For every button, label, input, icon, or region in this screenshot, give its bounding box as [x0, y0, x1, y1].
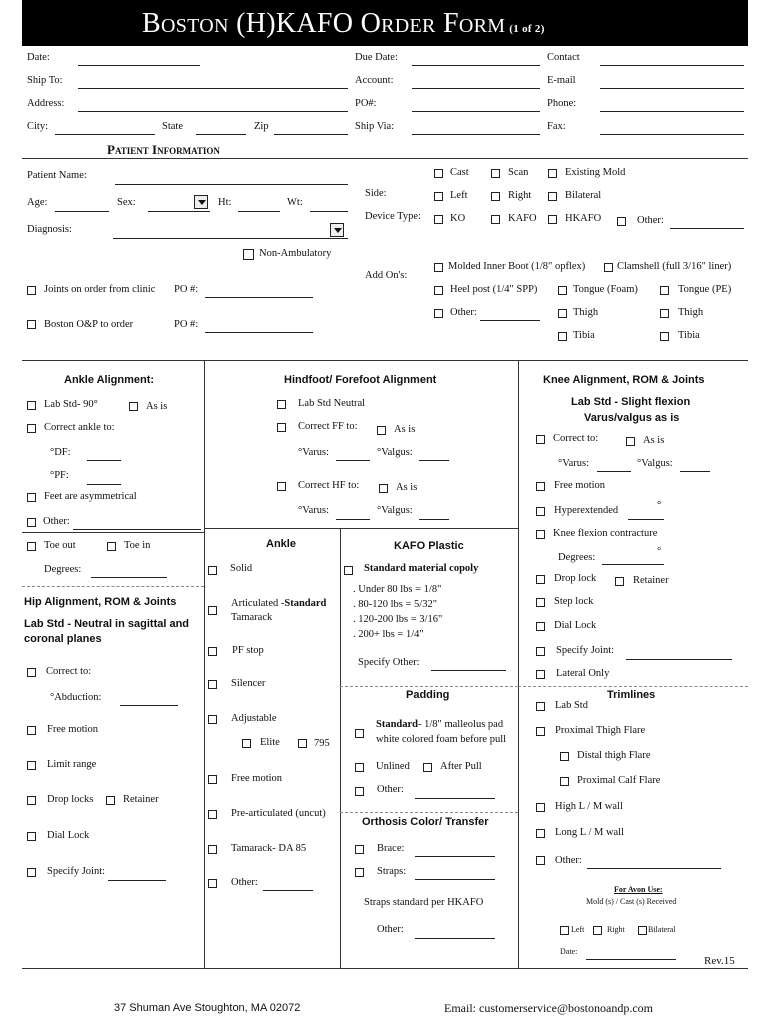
knee-as-is-label: As is	[643, 435, 665, 446]
kafo-item-4: . 200+ lbs = 1/4"	[353, 629, 424, 640]
patient-name-label: Patient Name:	[27, 170, 87, 181]
correct-hf-checkbox[interactable]	[277, 482, 286, 491]
after-pull-label: After Pull	[440, 761, 482, 772]
silencer-label: Silencer	[231, 678, 266, 689]
addon-other-checkbox[interactable]	[434, 309, 443, 318]
joints-clinic-label: Joints on order from clinic	[44, 284, 156, 295]
po2-field[interactable]	[205, 332, 313, 333]
ankle-joint-other-label: Other:	[231, 877, 258, 888]
hf-valgus-label: °Valgus:	[377, 505, 413, 516]
pf-field[interactable]	[87, 484, 121, 485]
color-other-field[interactable]	[415, 938, 495, 939]
hip-dial-lock-checkbox[interactable]	[27, 832, 36, 841]
straps-label: Straps:	[377, 866, 407, 877]
age-label: Age:	[27, 197, 48, 208]
ship-to-label: Ship To:	[27, 75, 63, 86]
knee-valgus-label: °Valgus:	[637, 458, 673, 469]
hyperextended-label: Hyperextended	[554, 505, 619, 516]
hindfoot-heading: Hindfoot/ Forefoot Alignment	[284, 374, 437, 386]
joints-clinic-checkbox[interactable]	[27, 286, 36, 295]
color-heading: Orthosis Color/ Transfer	[362, 816, 489, 828]
thigh2-checkbox[interactable]	[660, 309, 669, 318]
sex-dropdown[interactable]	[194, 195, 208, 209]
hf-as-is-checkbox[interactable]	[379, 484, 388, 493]
ankle-free-motion-label: Free motion	[231, 773, 283, 784]
ht-label: Ht:	[218, 197, 232, 208]
kafo-label: KAFO	[508, 213, 537, 224]
ko-checkbox[interactable]	[434, 215, 443, 224]
brace-field[interactable]	[415, 856, 495, 857]
cast-checkbox[interactable]	[434, 169, 443, 178]
avon-date-label: Date:	[560, 947, 578, 956]
hip-retainer-checkbox[interactable]	[106, 796, 115, 805]
pf-stop-label: PF stop	[232, 645, 264, 656]
ht-field[interactable]	[238, 211, 280, 212]
footer-email: Email: customerservice@bostonoandp.com	[444, 1001, 653, 1015]
padding-other-checkbox[interactable]	[355, 787, 364, 796]
state-label: State	[162, 121, 183, 132]
proximal-calf-label: Proximal Calf Flare	[577, 775, 661, 786]
addon-other-label: Other:	[450, 307, 477, 318]
hyperextended-field[interactable]	[628, 519, 664, 520]
po1-label: PO #:	[174, 284, 199, 295]
molded-boot-label: Molded Inner Boot (1/8" opflex)	[448, 261, 586, 272]
hip-drop-locks-checkbox[interactable]	[27, 796, 36, 805]
avon-left-label: Left	[571, 925, 585, 934]
proximal-thigh-label: Proximal Thigh Flare	[555, 725, 646, 736]
device-type-label: Device Type:	[365, 211, 421, 222]
kafo-item-2: . 80-120 lbs = 5/32"	[353, 599, 437, 610]
knee-retainer-checkbox[interactable]	[615, 577, 624, 586]
non-ambulatory-label: Non-Ambulatory	[259, 248, 332, 259]
hip-lab-std-2: coronal planes	[24, 633, 102, 645]
ankle-lab-std-label: Lab Std- 90°	[44, 399, 98, 410]
account-field[interactable]	[412, 88, 540, 89]
specify-other-field[interactable]	[431, 670, 506, 671]
wt-field[interactable]	[310, 211, 348, 212]
padding-heading: Padding	[406, 689, 450, 701]
molded-boot-checkbox[interactable]	[434, 263, 443, 272]
avon-heading: For Avon Use:	[614, 885, 663, 894]
divider	[22, 532, 204, 533]
ankle-alignment-heading: Ankle Alignment:	[64, 374, 155, 386]
ankle-other-field[interactable]	[73, 529, 201, 530]
column-divider	[518, 360, 519, 968]
flexion-contracture-checkbox[interactable]	[536, 530, 545, 539]
boston-order-checkbox[interactable]	[27, 320, 36, 329]
address-field[interactable]	[78, 111, 348, 112]
toe-in-checkbox[interactable]	[107, 542, 116, 551]
zip-label: Zip	[254, 121, 269, 132]
side-label: Side:	[365, 188, 387, 199]
knee-retainer-label: Retainer	[633, 575, 669, 586]
tamarack-da-label: Tamarack- DA 85	[231, 843, 307, 854]
bilateral-checkbox[interactable]	[548, 192, 557, 201]
left-checkbox[interactable]	[434, 192, 443, 201]
unlined-label: Unlined	[376, 761, 410, 772]
hip-correct-label: Correct to:	[46, 666, 92, 677]
wt-label: Wt:	[287, 197, 303, 208]
contact-label: Contact	[547, 52, 580, 63]
ankle-other-checkbox[interactable]	[27, 518, 36, 527]
correct-hf-label: Correct HF to:	[298, 480, 360, 491]
footer-address: 37 Shuman Ave Stoughton, MA 02072	[114, 1002, 301, 1014]
brace-label: Brace:	[377, 843, 405, 854]
kafo-plastic-heading: KAFO Plastic	[394, 540, 464, 552]
hip-heading: Hip Alignment, ROM & Joints	[24, 596, 177, 608]
patient-info-heading: Patient Information	[107, 142, 220, 157]
address-label: Address:	[27, 98, 65, 109]
correct-ff-checkbox[interactable]	[277, 423, 286, 432]
correct-ankle-checkbox[interactable]	[27, 424, 36, 433]
high-wall-checkbox[interactable]	[536, 803, 545, 812]
hip-retainer-label: Retainer	[123, 794, 159, 805]
po1-field[interactable]	[205, 297, 313, 298]
padding-standard-label: Standard- 1/8" malleolus pad	[376, 719, 504, 730]
hf-varus-label: °Varus:	[298, 505, 330, 516]
toe-degrees-label: Degrees:	[44, 564, 82, 575]
feet-asym-label: Feet are asymmetrical	[44, 491, 137, 502]
divider	[22, 158, 748, 159]
795-checkbox[interactable]	[298, 739, 307, 748]
articulated-standard: Standard	[284, 598, 327, 609]
dashed-divider	[22, 586, 204, 587]
brace-checkbox[interactable]	[355, 845, 364, 854]
straps-standard-label: Straps standard per HKAFO	[364, 897, 484, 908]
pf-stop-checkbox[interactable]	[208, 647, 217, 656]
knee-specify-joint-field[interactable]	[626, 659, 732, 660]
non-ambulatory-checkbox[interactable]	[243, 249, 254, 260]
color-other-label: Other:	[377, 924, 404, 935]
adjustable-checkbox[interactable]	[208, 715, 217, 724]
correct-ankle-label: Correct ankle to:	[44, 422, 115, 433]
limit-range-checkbox[interactable]	[27, 761, 36, 770]
sex-field[interactable]	[148, 211, 210, 212]
hip-free-motion-label: Free motion	[47, 724, 99, 735]
df-field[interactable]	[87, 460, 121, 461]
abduction-label: °Abduction:	[50, 692, 102, 703]
avon-bilateral-checkbox[interactable]	[638, 926, 647, 935]
device-other-label: Other:	[637, 215, 664, 226]
toe-degrees-field[interactable]	[91, 577, 167, 578]
existing-mold-label: Existing Mold	[565, 167, 626, 178]
pf-label: °PF:	[50, 470, 69, 481]
clamshell-checkbox[interactable]	[604, 263, 613, 272]
po-label: PO#:	[355, 98, 377, 109]
ship-via-field[interactable]	[412, 134, 540, 135]
kafo-checkbox[interactable]	[491, 215, 500, 224]
high-wall-label: High L / M wall	[555, 801, 623, 812]
articulated-checkbox[interactable]	[208, 606, 217, 615]
padding-standard-line2: white colored foam before pull	[376, 734, 507, 745]
scan-label: Scan	[508, 167, 529, 178]
knee-heading: Knee Alignment, ROM & Joints	[543, 374, 705, 386]
knee-free-motion-checkbox[interactable]	[536, 482, 545, 491]
hyperextended-checkbox[interactable]	[536, 507, 545, 516]
knee-dial-lock-label: Dial Lock	[554, 620, 597, 631]
boston-order-label: Boston O&P to order	[44, 319, 134, 330]
avon-date-field[interactable]	[586, 959, 676, 960]
trim-other-checkbox[interactable]	[536, 856, 545, 865]
avon-bilateral-label: Bilateral	[648, 925, 676, 934]
ff-valgus-label: °Valgus:	[377, 447, 413, 458]
correct-ff-label: Correct FF to:	[298, 421, 358, 432]
hindfoot-lab-std-label: Lab Std Neutral	[298, 398, 366, 409]
elite-checkbox[interactable]	[242, 739, 251, 748]
column-divider	[340, 528, 341, 968]
title-bar	[22, 0, 748, 46]
divider	[204, 528, 518, 529]
df-label: °DF:	[50, 447, 71, 458]
toe-out-label: Toe out	[44, 540, 76, 551]
long-wall-label: Long L / M wall	[555, 827, 625, 838]
toe-out-checkbox[interactable]	[27, 542, 36, 551]
ankle-joint-other-field[interactable]	[263, 890, 313, 891]
avon-received: Mold (s) / Cast (s) Received	[586, 897, 677, 906]
ff-as-is-label: As is	[394, 424, 416, 435]
hip-dial-lock-label: Dial Lock	[47, 830, 90, 841]
hip-specify-joint-checkbox[interactable]	[27, 868, 36, 877]
knee-specify-joint-label: Specify Joint:	[556, 645, 615, 656]
left-label: Left	[450, 190, 468, 201]
tamarack-da-checkbox[interactable]	[208, 845, 217, 854]
distal-thigh-label: Distal thigh Flare	[577, 750, 651, 761]
lateral-only-checkbox[interactable]	[536, 670, 545, 679]
step-lock-checkbox[interactable]	[536, 598, 545, 607]
tibia1-checkbox[interactable]	[558, 332, 567, 341]
abduction-field[interactable]	[120, 705, 178, 706]
knee-drop-lock-label: Drop lock	[554, 573, 597, 584]
email-label: E-mail	[547, 75, 576, 86]
revision: Rev.15	[704, 955, 735, 967]
proximal-thigh-checkbox[interactable]	[536, 727, 545, 736]
avon-right-label: Right	[607, 925, 625, 934]
avon-right-checkbox[interactable]	[593, 926, 602, 935]
trim-other-field[interactable]	[587, 868, 721, 869]
hip-lab-std: Lab Std - Neutral in sagittal and	[24, 618, 190, 630]
knee-correct-label: Correct to:	[553, 433, 599, 444]
heel-post-label: Heel post (1/4" SPP)	[450, 284, 538, 295]
heel-post-checkbox[interactable]	[434, 286, 443, 295]
page-title: Boston (H)KAFO Order Form (1 of 2)	[142, 8, 545, 39]
column-divider	[204, 360, 205, 528]
padding-standard-checkbox[interactable]	[355, 729, 364, 738]
tibia2-checkbox[interactable]	[660, 332, 669, 341]
ankle-as-is-checkbox[interactable]	[129, 402, 138, 411]
age-field[interactable]	[55, 211, 109, 212]
diagnosis-field[interactable]	[113, 238, 348, 239]
tongue-pe-checkbox[interactable]	[660, 286, 669, 295]
ff-valgus-field[interactable]	[419, 460, 449, 461]
kafo-item-1: . Under 80 lbs = 1/8"	[353, 584, 442, 595]
thigh1-checkbox[interactable]	[558, 309, 567, 318]
straps-field[interactable]	[415, 879, 495, 880]
feet-asym-checkbox[interactable]	[27, 493, 36, 502]
sex-label: Sex:	[117, 197, 136, 208]
knee-free-motion-label: Free motion	[554, 480, 606, 491]
solid-checkbox[interactable]	[208, 566, 217, 575]
ship-to-field[interactable]	[78, 88, 348, 89]
hf-valgus-field[interactable]	[419, 519, 449, 520]
hip-free-motion-checkbox[interactable]	[27, 726, 36, 735]
trim-lab-std-label: Lab Std	[555, 700, 588, 711]
tibia1-label: Tibia	[573, 330, 595, 341]
scan-checkbox[interactable]	[491, 169, 500, 178]
dashed-divider	[518, 686, 748, 687]
adjustable-label: Adjustable	[231, 713, 277, 724]
tongue-foam-checkbox[interactable]	[558, 286, 567, 295]
hip-specify-joint-label: Specify Joint:	[47, 866, 106, 877]
795-label: 795	[314, 738, 330, 749]
knee-correct-checkbox[interactable]	[536, 435, 545, 444]
ff-varus-field[interactable]	[336, 460, 370, 461]
column-divider	[204, 528, 205, 968]
knee-lab-std: Lab Std - Slight flexion	[571, 396, 691, 408]
knee-degrees-symbol: °	[657, 546, 662, 557]
articulated-label: Articulated -Standard	[231, 598, 327, 609]
bilateral-label: Bilateral	[565, 190, 602, 201]
account-label: Account:	[355, 75, 394, 86]
city-field[interactable]	[55, 134, 155, 135]
knee-lab-std-2: Varus/valgus as is	[584, 412, 680, 424]
knee-degrees-label: Degrees:	[558, 552, 596, 563]
zip-field[interactable]	[274, 134, 348, 135]
ankle-as-is-label: As is	[146, 401, 168, 412]
straps-checkbox[interactable]	[355, 868, 364, 877]
knee-specify-joint-checkbox[interactable]	[536, 647, 545, 656]
dashed-divider	[340, 686, 518, 687]
date-label: Date:	[27, 52, 50, 63]
lateral-only-label: Lateral Only	[556, 668, 610, 679]
diagnosis-label: Diagnosis:	[27, 224, 72, 235]
hip-drop-locks-label: Drop locks	[47, 794, 94, 805]
contact-field[interactable]	[600, 65, 744, 66]
cast-label: Cast	[450, 167, 469, 178]
padding-other-field[interactable]	[415, 798, 495, 799]
addon-other-field[interactable]	[480, 320, 540, 321]
ship-via-label: Ship Via:	[355, 121, 395, 132]
hf-as-is-label: As is	[396, 482, 418, 493]
hkafo-checkbox[interactable]	[548, 215, 557, 224]
fax-label: Fax:	[547, 121, 566, 132]
divider	[22, 968, 748, 969]
ankle-joint-other-checkbox[interactable]	[208, 879, 217, 888]
right-label: Right	[508, 190, 532, 201]
solid-label: Solid	[230, 563, 253, 574]
phone-label: Phone:	[547, 98, 577, 109]
unlined-checkbox[interactable]	[355, 763, 364, 772]
padding-other-label: Other:	[377, 784, 404, 795]
city-label: City:	[27, 121, 49, 132]
knee-dial-lock-checkbox[interactable]	[536, 622, 545, 631]
right-checkbox[interactable]	[491, 192, 500, 201]
divider	[22, 360, 748, 361]
ankle-other-label: Other:	[43, 516, 70, 527]
ff-as-is-checkbox[interactable]	[377, 426, 386, 435]
trimlines-heading: Trimlines	[607, 689, 656, 701]
existing-mold-checkbox[interactable]	[548, 169, 557, 178]
tamarack-label: Tamarack	[231, 612, 273, 623]
thigh2-label: Thigh	[678, 307, 704, 318]
hindfoot-lab-std-checkbox[interactable]	[277, 400, 286, 409]
date-field[interactable]	[78, 65, 200, 66]
device-other-checkbox[interactable]	[617, 217, 626, 226]
tongue-pe-label: Tongue (PE)	[678, 284, 732, 295]
clamshell-label: Clamshell (full 3/16" liner)	[617, 261, 732, 272]
tibia2-label: Tibia	[678, 330, 700, 341]
patient-name-field[interactable]	[115, 184, 348, 185]
ko-label: KO	[450, 213, 466, 224]
hkafo-label: HKAFO	[565, 213, 602, 224]
tongue-foam-label: Tongue (Foam)	[573, 284, 638, 295]
standard-material-checkbox[interactable]	[344, 566, 353, 575]
add-ons-label: Add On's:	[365, 270, 408, 281]
ankle-free-motion-checkbox[interactable]	[208, 775, 217, 784]
hyperextended-degree: °	[657, 500, 662, 511]
trim-other-label: Other:	[555, 855, 582, 866]
toe-in-label: Toe in	[124, 540, 151, 551]
ankle-lab-std-checkbox[interactable]	[27, 401, 36, 410]
state-field[interactable]	[196, 134, 246, 135]
silencer-checkbox[interactable]	[208, 680, 217, 689]
diagnosis-dropdown[interactable]	[330, 223, 344, 237]
step-lock-label: Step lock	[554, 596, 594, 607]
knee-varus-field[interactable]	[597, 471, 631, 472]
dashed-divider	[340, 812, 518, 813]
knee-degrees-field[interactable]	[602, 564, 664, 565]
limit-range-label: Limit range	[47, 759, 97, 770]
after-pull-checkbox[interactable]	[423, 763, 432, 772]
knee-varus-label: °Varus:	[558, 458, 590, 469]
proximal-calf-checkbox[interactable]	[560, 777, 569, 786]
knee-as-is-checkbox[interactable]	[626, 437, 635, 446]
page-count: (1 of 2)	[509, 23, 545, 35]
flexion-contracture-label: Knee flexion contracture	[553, 528, 658, 539]
specify-other-label: Specify Other:	[358, 657, 420, 668]
ff-varus-label: °Varus:	[298, 447, 330, 458]
phone-field[interactable]	[600, 111, 744, 112]
trim-lab-std-checkbox[interactable]	[536, 702, 545, 711]
ankle-heading: Ankle	[266, 538, 296, 550]
long-wall-checkbox[interactable]	[536, 829, 545, 838]
hip-specify-joint-field[interactable]	[108, 880, 166, 881]
pre-articulated-label: Pre-articulated (uncut)	[231, 808, 326, 819]
pre-articulated-checkbox[interactable]	[208, 810, 217, 819]
device-other-field[interactable]	[670, 228, 744, 229]
knee-drop-lock-checkbox[interactable]	[536, 575, 545, 584]
po-field[interactable]	[412, 111, 540, 112]
kafo-item-3: . 120-200 lbs = 3/16"	[353, 614, 443, 625]
fax-field[interactable]	[600, 134, 744, 135]
thigh1-label: Thigh	[573, 307, 599, 318]
due-date-field[interactable]	[412, 65, 540, 66]
hip-correct-checkbox[interactable]	[27, 668, 36, 677]
distal-thigh-checkbox[interactable]	[560, 752, 569, 761]
elite-label: Elite	[260, 737, 280, 748]
po2-label: PO #:	[174, 319, 199, 330]
avon-left-checkbox[interactable]	[560, 926, 569, 935]
due-date-label: Due Date:	[355, 52, 398, 63]
standard-material-label: Standard material copoly	[364, 563, 479, 574]
email-field[interactable]	[600, 88, 744, 89]
hf-varus-field[interactable]	[336, 519, 370, 520]
knee-valgus-field[interactable]	[680, 471, 710, 472]
